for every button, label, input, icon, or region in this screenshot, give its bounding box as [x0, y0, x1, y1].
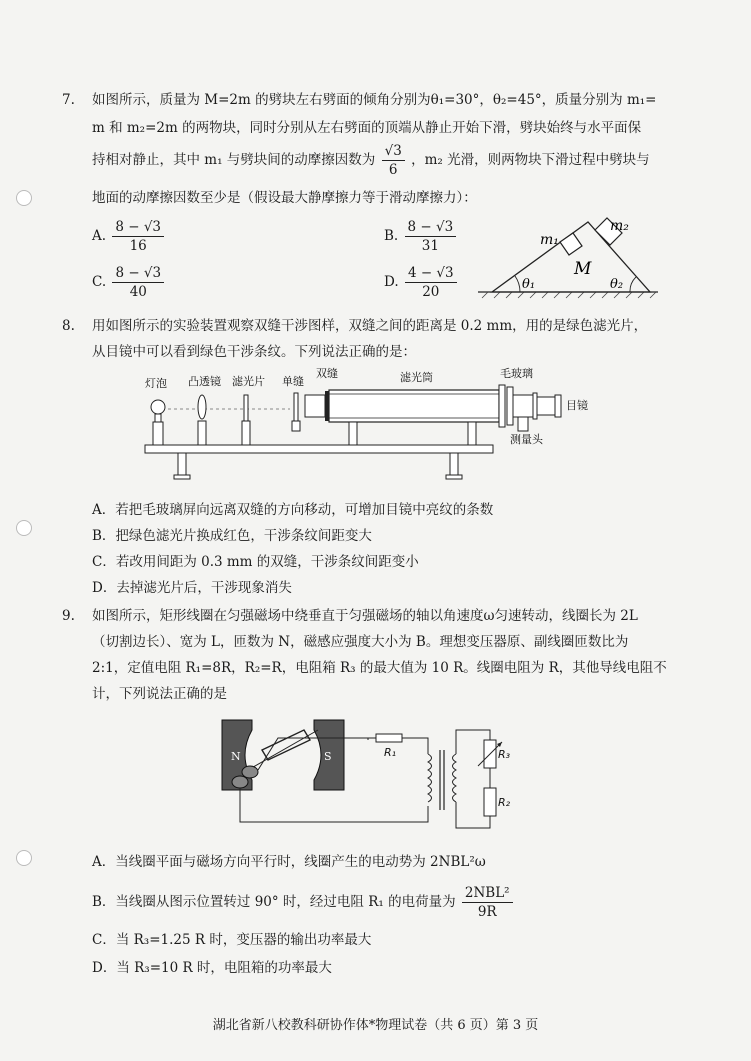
wedge-figure [470, 208, 670, 303]
q7-option-c: C. $\frac{8 - √3}{40}$ [92, 264, 166, 301]
label-measuring-head: 测量头 [510, 433, 543, 446]
q7-text-line4: 地面的动摩擦因数至少是（假设最大静摩擦力等于滑动摩擦力）： [92, 190, 477, 206]
q9-text-line1: 如图所示，矩形线圈在匀强磁场中绕垂直于匀强磁场的轴以角速度ω匀速转动，线圈长为 2L [92, 608, 638, 624]
label-lens: 凸透镜 [188, 375, 221, 388]
q9-option-d: D．当 R₃=10 R 时，电阻箱的功率最大 [92, 960, 332, 976]
q7-mu-num: √3 [382, 142, 405, 161]
q8-number: 8. [62, 318, 75, 334]
q9-number: 9. [62, 608, 75, 624]
label-theta1: θ₁ [522, 277, 536, 292]
q7-option-b: B. $\frac{8 - √3}{31}$ [384, 218, 458, 255]
q9-option-b [92, 882, 515, 922]
punch-hole [16, 520, 32, 536]
q8-option-d: D．去掉滤光片后，干涉现象消失 [92, 580, 292, 596]
q7-text-line3a: 持相对静止，其中 m₁ 与劈块间的动摩擦因数为 [92, 152, 376, 168]
q7-number: 7. [62, 92, 75, 108]
page-footer: 湖北省新八校教科研协作体*物理试卷（共 6 页）第 3 页 [212, 1018, 539, 1033]
q9-option-c: C．当 R₃=1.25 R 时，变压器的输出功率最大 [92, 932, 372, 948]
q8-text-line2: 从目镜中可以看到绿色干涉条纹。下列说法正确的是： [92, 344, 416, 360]
label-lamp: 灯泡 [145, 377, 167, 390]
label-ground-glass: 毛玻璃 [500, 367, 533, 380]
q9-text-line2: （切割边长）、宽为 L，匝数为 N，磁感应强度大小为 B。理想变压器原、副线圈匝数比为 [92, 634, 629, 650]
block-m1 [560, 233, 582, 255]
label-theta2: θ₂ [610, 277, 624, 292]
label-filter: 滤光片 [232, 375, 265, 388]
q8-option-c: C．若改用间距为 0.3 mm 的双缝，干涉条纹间距变小 [92, 554, 419, 570]
q7-option-d: D. $\frac{4 - √3}{20}$ [384, 264, 459, 301]
punch-hole [16, 190, 32, 206]
q7-mu-fraction [382, 142, 405, 179]
q7-text-line3 [92, 140, 650, 180]
q8-option-a: A．若把毛玻璃屏向远离双缝的方向移动，可增加目镜中亮纹的条数 [92, 502, 494, 518]
q9-option-b-fraction: $\frac{\text{2NBL²}}{9R}$ [462, 884, 513, 921]
label-R2: R₂ [498, 796, 511, 809]
label-m2: m₂ [610, 218, 629, 234]
punch-hole [16, 850, 32, 866]
q7-text-line2: m 和 m₂=2m 的两物块，同时分别从左右劈面的顶端从静止开始下滑，劈块始终与水平面保 [92, 120, 642, 136]
q9-option-a: A．当线圈平面与磁场方向平行时，线圈产生的电动势为 2NBL²ω [92, 854, 486, 870]
double-slit-apparatus-figure [140, 365, 590, 495]
label-S: S [324, 750, 332, 763]
label-N: N [231, 750, 241, 763]
q7-text-line3b: ，m₂ 光滑，则两物块下滑过程中劈块与 [411, 152, 650, 168]
q7-option-a: A. $\frac{8 - √3}{16}$ [92, 218, 166, 255]
q8-option-b: B．把绿色滤光片换成红色，干涉条纹间距变大 [92, 528, 372, 544]
label-R3: R₃ [498, 748, 511, 761]
q8-text-line1: 用如图所示的实验装置观察双缝干涉图样，双缝之间的距离是 0.2 mm，用的是绿色滤光片， [92, 318, 648, 334]
q7-text-line1: 如图所示，质量为 M=2m 的劈块左右劈面的倾角分别为θ₁=30°，θ₂=45°，质量分别为 m₁= [92, 92, 657, 108]
generator-circuit-figure [218, 710, 528, 840]
label-eyepiece: 目镜 [566, 399, 588, 412]
q7-mu-den: 6 [388, 162, 398, 178]
q9-option-b-text: B．当线圈从图示位置转过 90° 时，经过电阻 R₁ 的电荷量为 [92, 894, 456, 910]
label-filter-tube: 滤光筒 [400, 371, 433, 384]
q9-text-line4: 计，下列说法正确的是 [92, 686, 227, 702]
label-R1: R₁ [384, 746, 397, 759]
label-M: M [574, 259, 592, 279]
label-single-slit: 单缝 [282, 375, 304, 388]
q9-text-line3: 2:1，定值电阻 R₁=8R，R₂=R，电阻箱 R₃ 的最大值为 10 R。线圈电阻为 R，其他导线电阻不 [92, 660, 667, 676]
label-m1: m₁ [540, 232, 559, 248]
label-double-slit: 双缝 [316, 367, 338, 380]
